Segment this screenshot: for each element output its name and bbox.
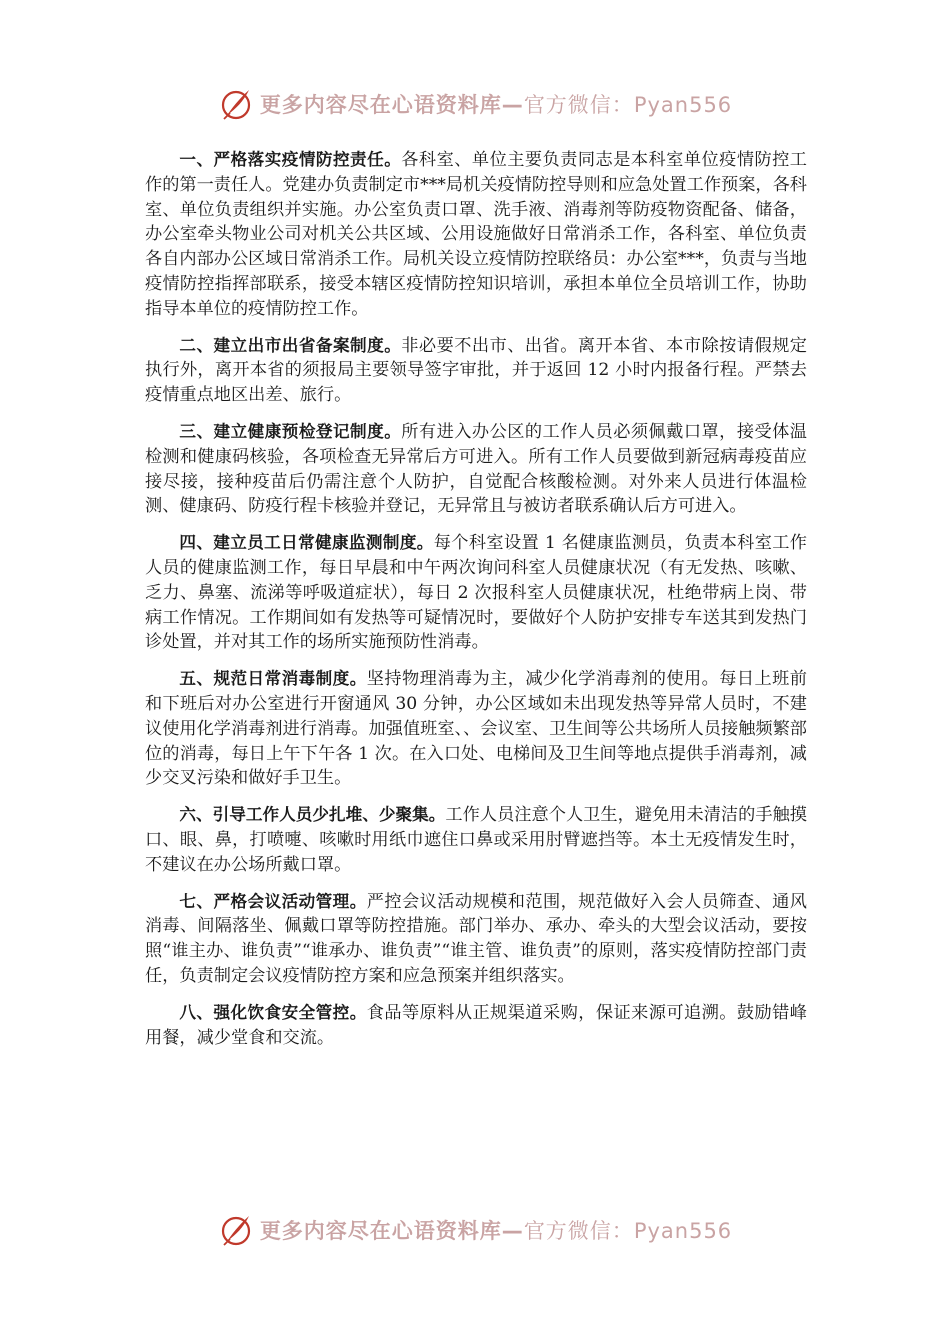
paragraph-6 [145, 803, 807, 877]
watermark-main-text: 更多内容尽在心语资料库— [259, 1219, 524, 1243]
paragraph-5 [145, 667, 807, 791]
paragraph-text: 工作人员注意个人卫生，避免用未清洁的手触摸口、眼、鼻，打喷嚏、咳嗽时用纸巾遮住口鼻或采用肘臂遮挡等。本土无疫情发生时，不建议在办公场所戴口罩。 [145, 805, 807, 875]
watermark-main-text: 更多内容尽在心语资料库— [259, 93, 524, 117]
paragraph-heading: 七、严格会议活动管理。 [179, 891, 367, 911]
watermark-wechat-id: Pyan556 [633, 93, 733, 117]
paragraph-1 [145, 148, 807, 322]
paragraph-8 [145, 1001, 807, 1051]
paragraph-heading: 五、规范日常消毒制度。 [179, 669, 367, 689]
paragraph-heading: 四、建立员工日常健康监测制度。 [179, 533, 434, 553]
feather-pen-logo-icon [218, 1212, 254, 1248]
feather-pen-logo-icon [218, 86, 254, 122]
paragraph-text: 坚持物理消毒为主，减少化学消毒剂的使用。每日上班前和下班后对办公室进行开窗通风 30 分钟，办公区域如未出现发热等异常人员时，不建议使用化学消毒剂进行消毒。加强值班室、、会议室、卫生间等公共场所人员接触频繁部位的消毒，每日上午下午各 1 次。在入口处、电梯间及卫生间等地点提供手消毒剂，减少交叉污染和做好手卫生。 [145, 669, 807, 789]
watermark-wechat-label: 官方微信： [523, 93, 634, 117]
paragraph-2 [145, 334, 807, 408]
paragraph-text: 每个科室设置 1 名健康监测员，负责本科室工作人员的健康监测工作，每日早晨和中午两次询问科室人员健康状况（有无发热、咳嗽、乏力、鼻塞、流涕等呼吸道症状），每日 2 次报科室人员健康状况，杜绝带病上岗、带病工作情况。工作期间如有发热等可疑情况时，要做好个人防护安排专车送其到发热门诊处置，并对其工作的场所实施预防性消毒。 [145, 533, 807, 653]
footer-watermark-banner [0, 1206, 950, 1254]
paragraph-text: 各科室、单位主要负责同志是本科室单位疫情防控工作的第一责任人。党建办负责制定市***局机关疫情防控导则和应急处置工作预案，各科室、单位负责组织并实施。办公室负责口罩、洗手液、消毒剂等防疫物资配备、储备，办公室牵头物业公司对机关公共区域、公用设施做好日常消杀工作，各科室、单位负责各自内部办公区域日常消杀工作。局机关设立疫情防控联络员：办公室***，负责与当地疫情防控指挥部联系，接受本辖区疫情防控知识培训，承担本单位全员培训工作，协助指导本单位的疫情防控工作。 [145, 150, 807, 319]
paragraph-heading: 六、引导工作人员少扎堆、少聚集。 [179, 805, 446, 825]
paragraph-heading: 三、建立健康预检登记制度。 [179, 421, 402, 441]
watermark-text [260, 1215, 732, 1245]
paragraph-text: 所有进入办公区的工作人员必须佩戴口罩，接受体温检测和健康码核验，各项检查无异常后方可进入。所有工作人员要做到新冠病毒疫苗应接尽接，接种疫苗后仍需注意个人防护，自觉配合核酸检测。对外来人员进行体温检测、健康码、防疫行程卡核验并登记，无异常且与被访者联系确认后方可进入。 [145, 421, 807, 517]
paragraph-7 [145, 890, 807, 989]
paragraph-text: 食品等原料从正规渠道采购，保证来源可追溯。鼓励错峰用餐，减少堂食和交流。 [145, 1002, 807, 1048]
paragraph-heading: 一、严格落实疫情防控责任。 [179, 150, 402, 169]
paragraph-4 [145, 531, 807, 655]
document-body [145, 148, 807, 1062]
paragraph-3 [145, 420, 807, 519]
watermark-wechat-label: 官方微信： [523, 1219, 634, 1243]
paragraph-text: 非必要不出市、出省。离开本省、本市除按请假规定执行外，离开本省的须报局主要领导签字审批，并于返回 12 小时内报备行程。严禁去疫情重点地区出差、旅行。 [145, 335, 807, 406]
watermark-text [260, 89, 732, 119]
header-watermark-banner [0, 80, 950, 128]
paragraph-heading: 八、强化饮食安全管控。 [179, 1002, 367, 1022]
paragraph-text: 严控会议活动规模和范围，规范做好入会人员筛查、通风消毒、间隔落坐、佩戴口罩等防控措施。部门举办、承办、牵头的大型会议活动，要按照“谁主办、谁负责”“谁承办、谁负责”“谁主管、谁负责”的原则，落实疫情防控部门责任，负责制定会议疫情防控方案和应急预案并组织落实。 [145, 891, 807, 986]
watermark-wechat-id: Pyan556 [633, 1219, 733, 1243]
paragraph-heading: 二、建立出市出省备案制度。 [179, 335, 402, 355]
